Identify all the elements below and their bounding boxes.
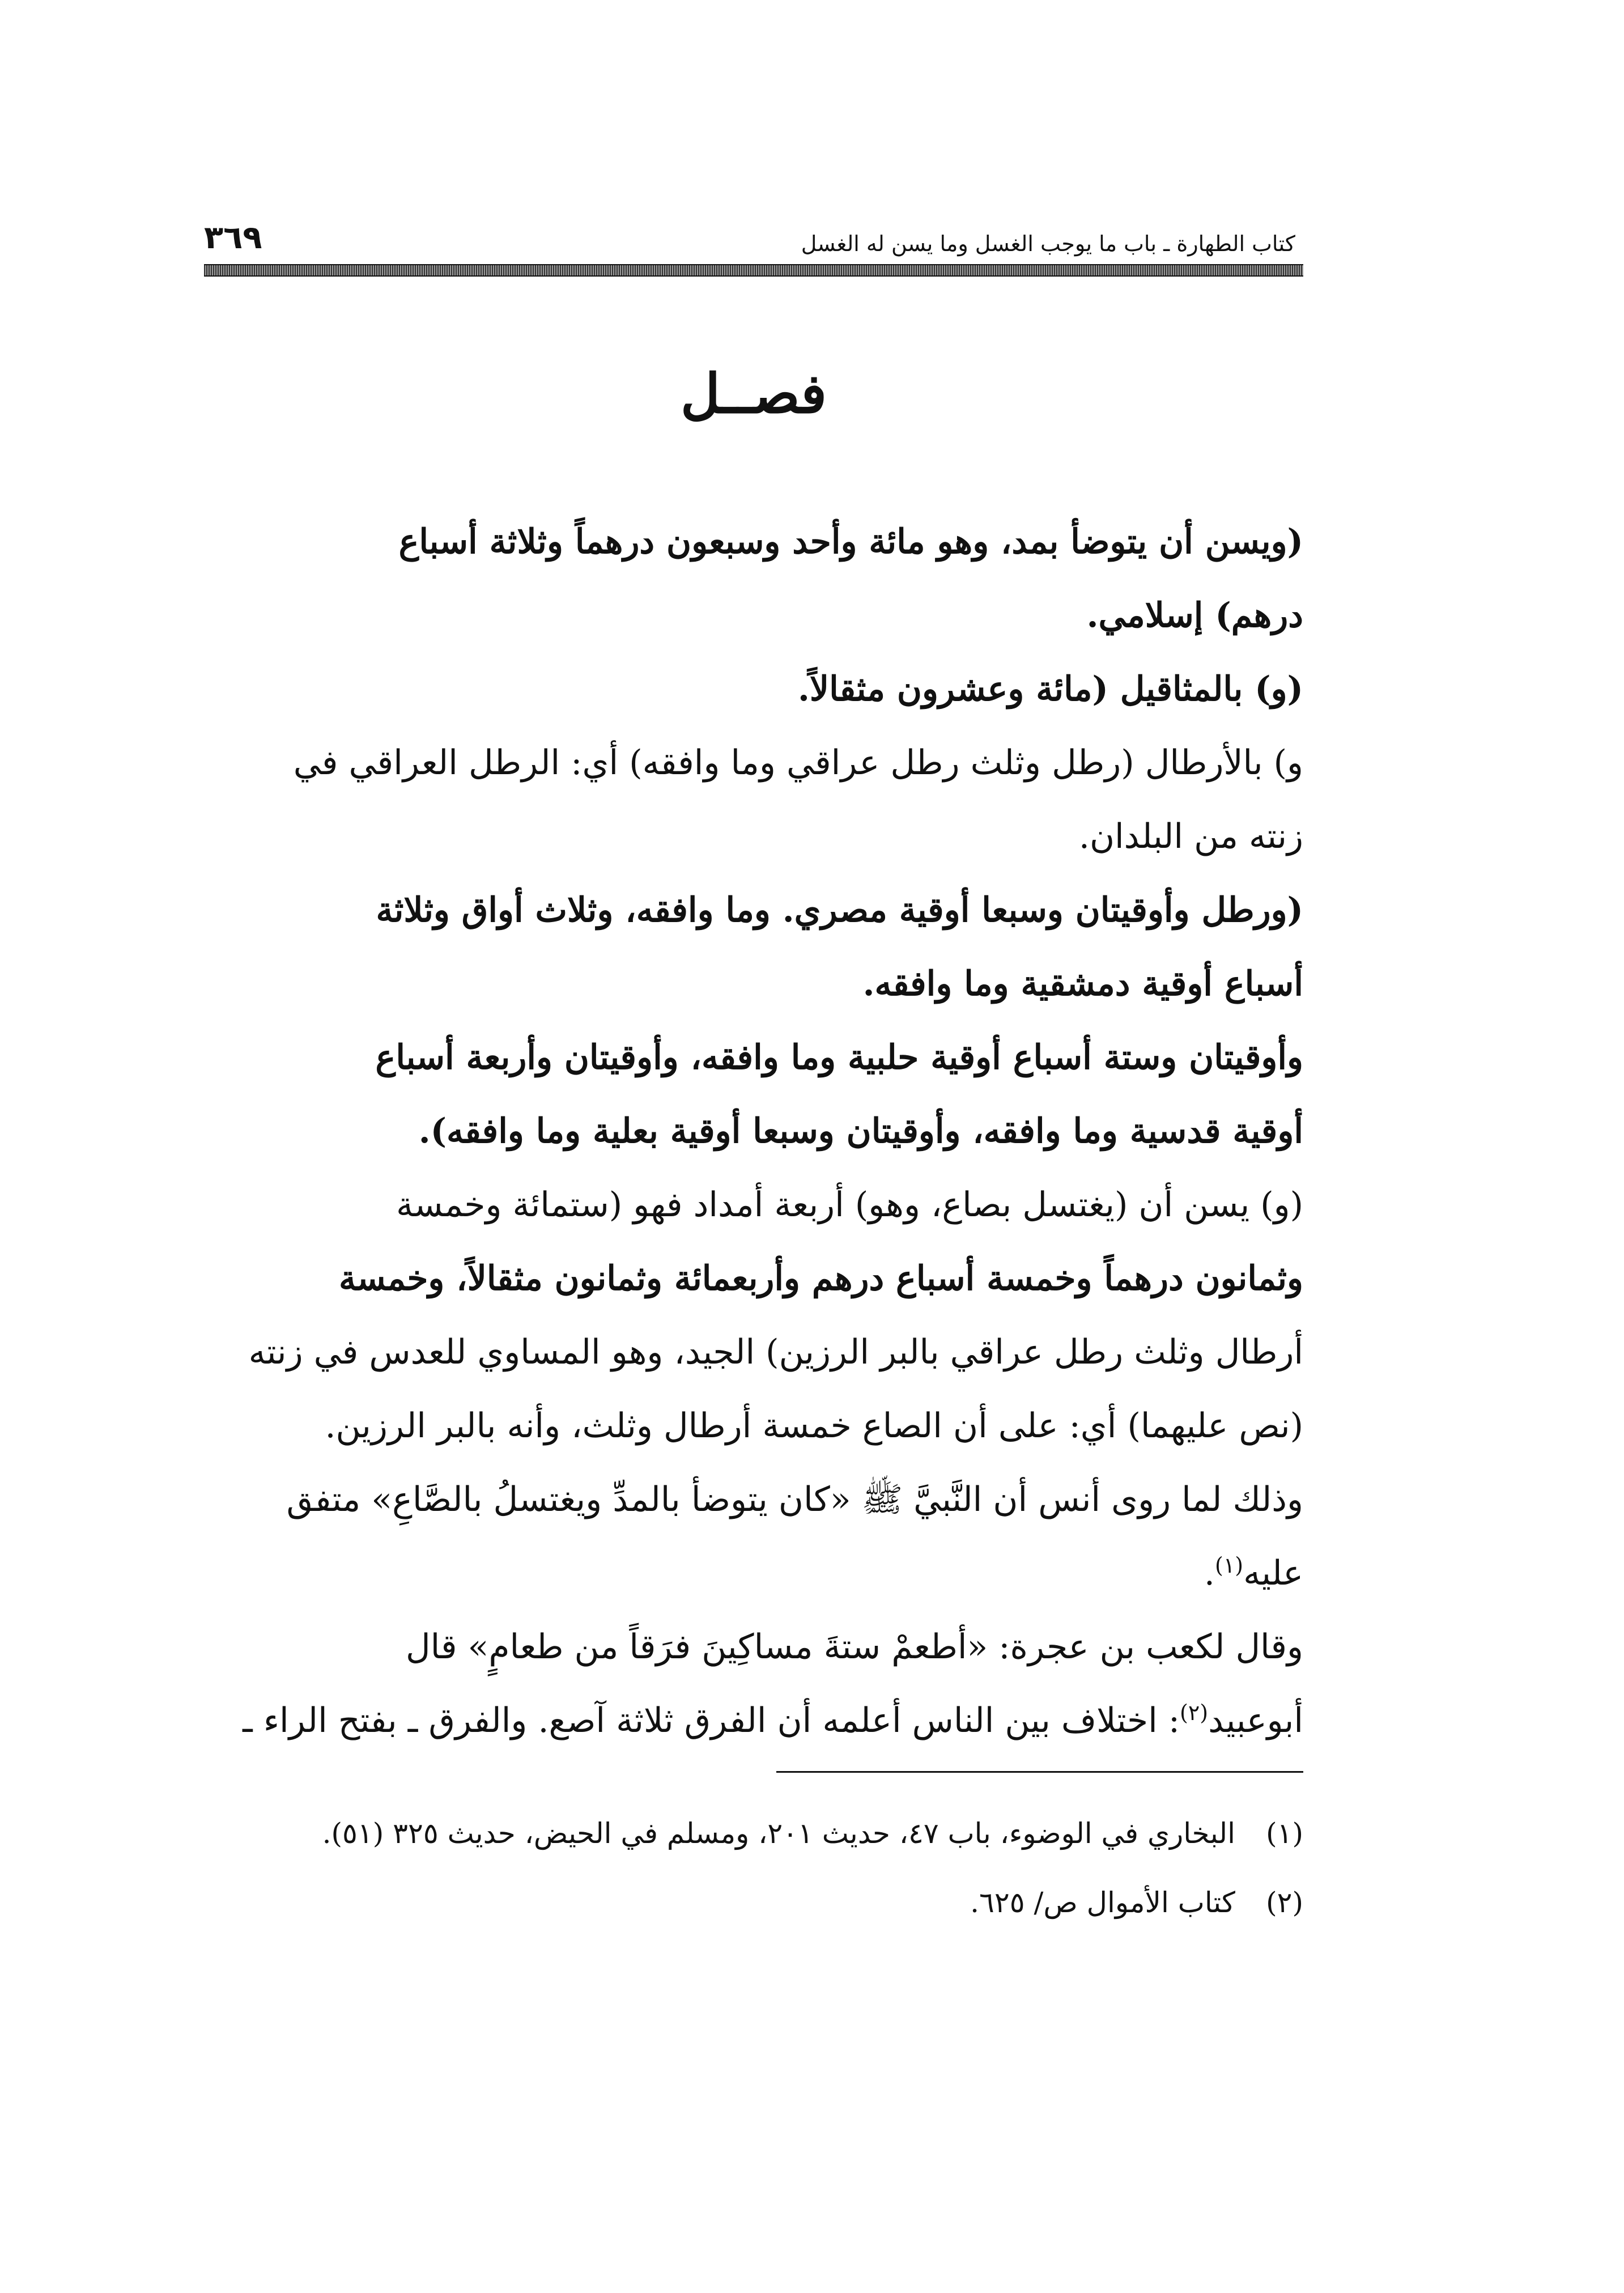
footnote [204, 1804, 1303, 1862]
text-line: زنته من البلدان. [1078, 817, 1303, 856]
text-line: أبوعبيد [1208, 1701, 1303, 1740]
paragraph [204, 1021, 1303, 1168]
text-line: وقال لكعب بن عجرة: «أطعمْ ستةَ مساكِينَ فرَقاً من طعامٍ» قال [406, 1627, 1303, 1667]
text-line: (و) يسن أن (يغتسل بصاع، وهو) أربعة أمداد فهو (ستمائة وخمسة [396, 1185, 1303, 1225]
text-line: (نص عليهما) أي: على أن الصاع خمسة أرطال وثلث، وأنه بالبر الرزين. [325, 1406, 1303, 1446]
footnote [204, 1874, 1303, 1931]
paragraph [204, 1610, 1303, 1757]
text-line: : اختلاف بين الناس أعلمه أن الفرق ثلاثة آصع. والفرق ـ بفتح الراء ـ [243, 1701, 1180, 1740]
text-line: (و) بالمثاقيل (مائة وعشرون مثقالاً. [798, 669, 1303, 709]
text-line: وثمانون درهماً وخمسة أسباع درهم وأربعمائة وثمانون مثقالاً، وخمسة [338, 1259, 1303, 1298]
text-line: أرطال وثلث رطل عراقي بالبر الرزين) الجيد، وهو المساوي للعدس في زنته [248, 1332, 1303, 1372]
book-page [204, 215, 1303, 2142]
footnote-marker[interactable]: (٢) [1180, 1700, 1209, 1725]
footnotes [204, 1804, 1303, 1931]
page-number: ٣٦٩ [204, 219, 262, 256]
text-line: (ويسن أن يتوضأ بمد، وهو مائة وأحد وسبعون درهماً وثلاثة أسباع [398, 522, 1303, 562]
footnote-text: البخاري في الوضوء، باب ٤٧، حديث ٢٠١، ومسلم في الحيض، حديث ٣٢٥ (٥١). [322, 1817, 1235, 1850]
running-header [204, 215, 1303, 256]
text-line: عليه [1243, 1553, 1303, 1593]
text-line: وذلك لما روى أنس أن النَّبيَّ ﷺ «كان يتوضأ بالمدِّ ويغتسلُ بالصَّاعِ» متفق [286, 1480, 1303, 1519]
footnote-number: (١) [1266, 1817, 1303, 1850]
footnote-text: كتاب الأموال ص/ ٦٢٥. [970, 1886, 1235, 1919]
text-line: أوقية قدسية وما وافقه، وأوقيتان وسبعا أوقية بعلية وما وافقه). [418, 1111, 1303, 1151]
main-text [204, 505, 1303, 1757]
text-line: (ورطل وأوقيتان وسبعا أوقية مصري. وما وافقه، وثلاث أواق وثلاثة [376, 890, 1303, 930]
paragraph [204, 726, 1303, 873]
section-heading: فصــل [680, 362, 827, 426]
footnote-marker[interactable]: (١) [1214, 1553, 1244, 1578]
footnote-number: (٢) [1266, 1886, 1303, 1919]
paragraph [204, 505, 1303, 652]
text-line: أسباع أوقية دمشقية وما وافقه. [862, 964, 1303, 1004]
text-line: وأوقيتان وستة أسباع أوقية حلبية وما وافقه، وأوقيتان وأربعة أسباع [375, 1038, 1303, 1077]
text-line: و) بالأرطال (رطل وثلث رطل عراقي وما وافقه) أي: الرطل العراقي في [293, 743, 1303, 783]
header-rule [204, 264, 1303, 277]
text-line: درهم) إسلامي. [1086, 596, 1303, 635]
paragraph: (و) يسن أن (يغتسل بصاع، وهو) أربعة أمداد فهو (ستمائة وخمسة وثمانون درهماً وخمسة أسباع درهم وأربعمائة وثمانون مثقالاً، وخمسة أرطال وثلث رطل عراقي بالبر الرزين) الجيد، وهو المساوي للعدس في زنته (نص عليهما) أي: على أن الصاع خمسة أرطال وثلث، وأنه بالبر الرزين. وذلك لما روى أنس أن النَّبيَّ ﷺ «كان يتوضأ بالمدِّ ويغتسلُ بالصَّاعِ» متفق عليه$^{(١)}$. [248, 1185, 1303, 1593]
paragraph [204, 873, 1303, 1021]
running-title: كتاب الطهارة ـ باب ما يوجب الغسل وما يسن له الغسل [801, 231, 1295, 256]
footnote-rule [776, 1771, 1303, 1773]
paragraph [204, 652, 1303, 726]
